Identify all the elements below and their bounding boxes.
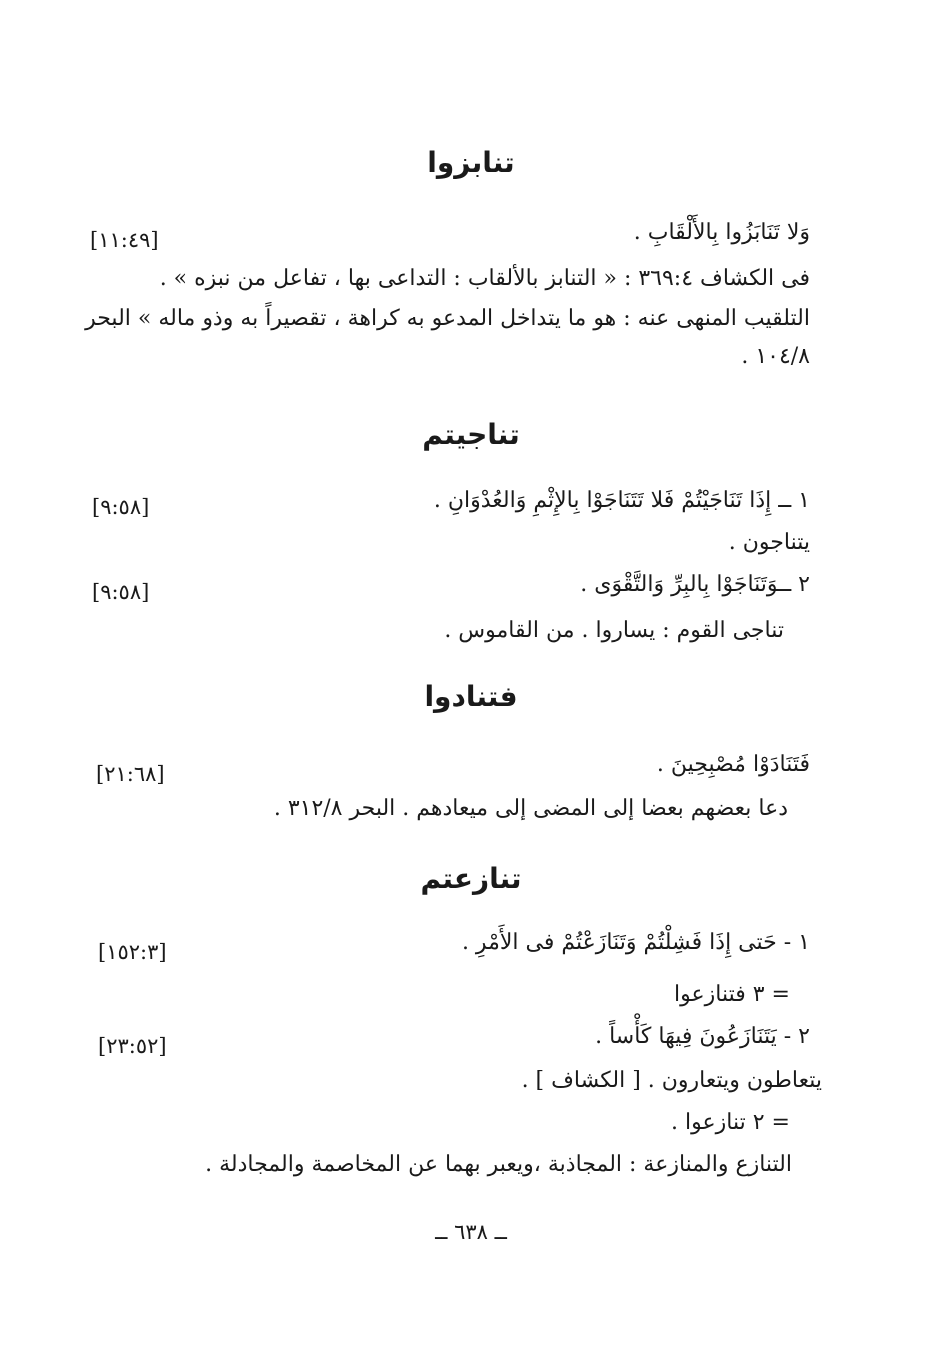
section-heading: فتنادوا: [424, 680, 518, 713]
verse-reference: [٢١:٦٨]: [96, 762, 165, 786]
verse-reference: [١٥٢:٣]: [98, 940, 167, 964]
verse-line: وَلا تَنَابَزُوا بِالأَلْقَابِ .: [633, 220, 810, 245]
section-heading: تنابزوا: [427, 146, 515, 179]
note-line: = ٢ تنازعوا .: [671, 1110, 790, 1135]
section-heading: تناجيتم: [422, 418, 520, 451]
note-line: التلقيب المنهى عنه : هو ما يتداخل المدعو به كراهة ، تقصيراً به وذو ماله » البحر: [85, 306, 810, 331]
note-line: ١٠٤/٨ .: [741, 344, 810, 369]
note-line: تناجى القوم : يساروا . من القاموس .: [444, 618, 784, 643]
page-number: ــ ٦٣٨ ــ: [435, 1220, 507, 1244]
note-line: يتناجون .: [728, 530, 810, 555]
verse-reference: [٢٣:٥٢]: [98, 1034, 167, 1058]
verse-reference: [١١:٤٩]: [90, 228, 159, 252]
verse-line: ٢ - يَتَنَازَعُونَ فِيهَا كَأْساً .: [595, 1024, 810, 1049]
verse-line: ٢ ــوَتَنَاجَوْا بِالبِرِّ وَالتَّقْوَى .: [580, 572, 810, 597]
note-line: = ٣ فتنازعوا: [674, 982, 790, 1007]
note-line: فى الكشاف ٣٦٩:٤ : « التنابز بالألقاب : التداعى بها ، تفاعل من نبزه » .: [159, 266, 810, 291]
section-heading: تنازعتم: [420, 862, 522, 895]
verse-line: فَتَنَادَوْا مُصْبِحِينَ .: [656, 752, 810, 777]
note-line: يتعاطون ويتعارون . [ الكشاف ] .: [521, 1068, 822, 1093]
verse-line: ١ ــ إِذَا تَنَاجَيْتُمْ فَلا تَتَنَاجَوْا بِالإِثْمِ وَالعُدْوَانِ .: [433, 488, 810, 513]
verse-reference: [٩:٥٨]: [92, 495, 150, 519]
verse-line: ١ - حَتى إِذَا فَشِلْتُمْ وَتَنَازَعْتُمْ فى الأَمْرِ .: [461, 930, 810, 955]
note-line: دعا بعضهم بعضا إلى المضى إلى ميعادهم . البحر ٣١٢/٨ .: [273, 796, 788, 821]
note-line: التنازع والمنازعة : المجاذبة ،ويعبر بهما عن المخاصمة والمجادلة .: [205, 1152, 792, 1177]
verse-reference: [٩:٥٨]: [92, 580, 150, 604]
